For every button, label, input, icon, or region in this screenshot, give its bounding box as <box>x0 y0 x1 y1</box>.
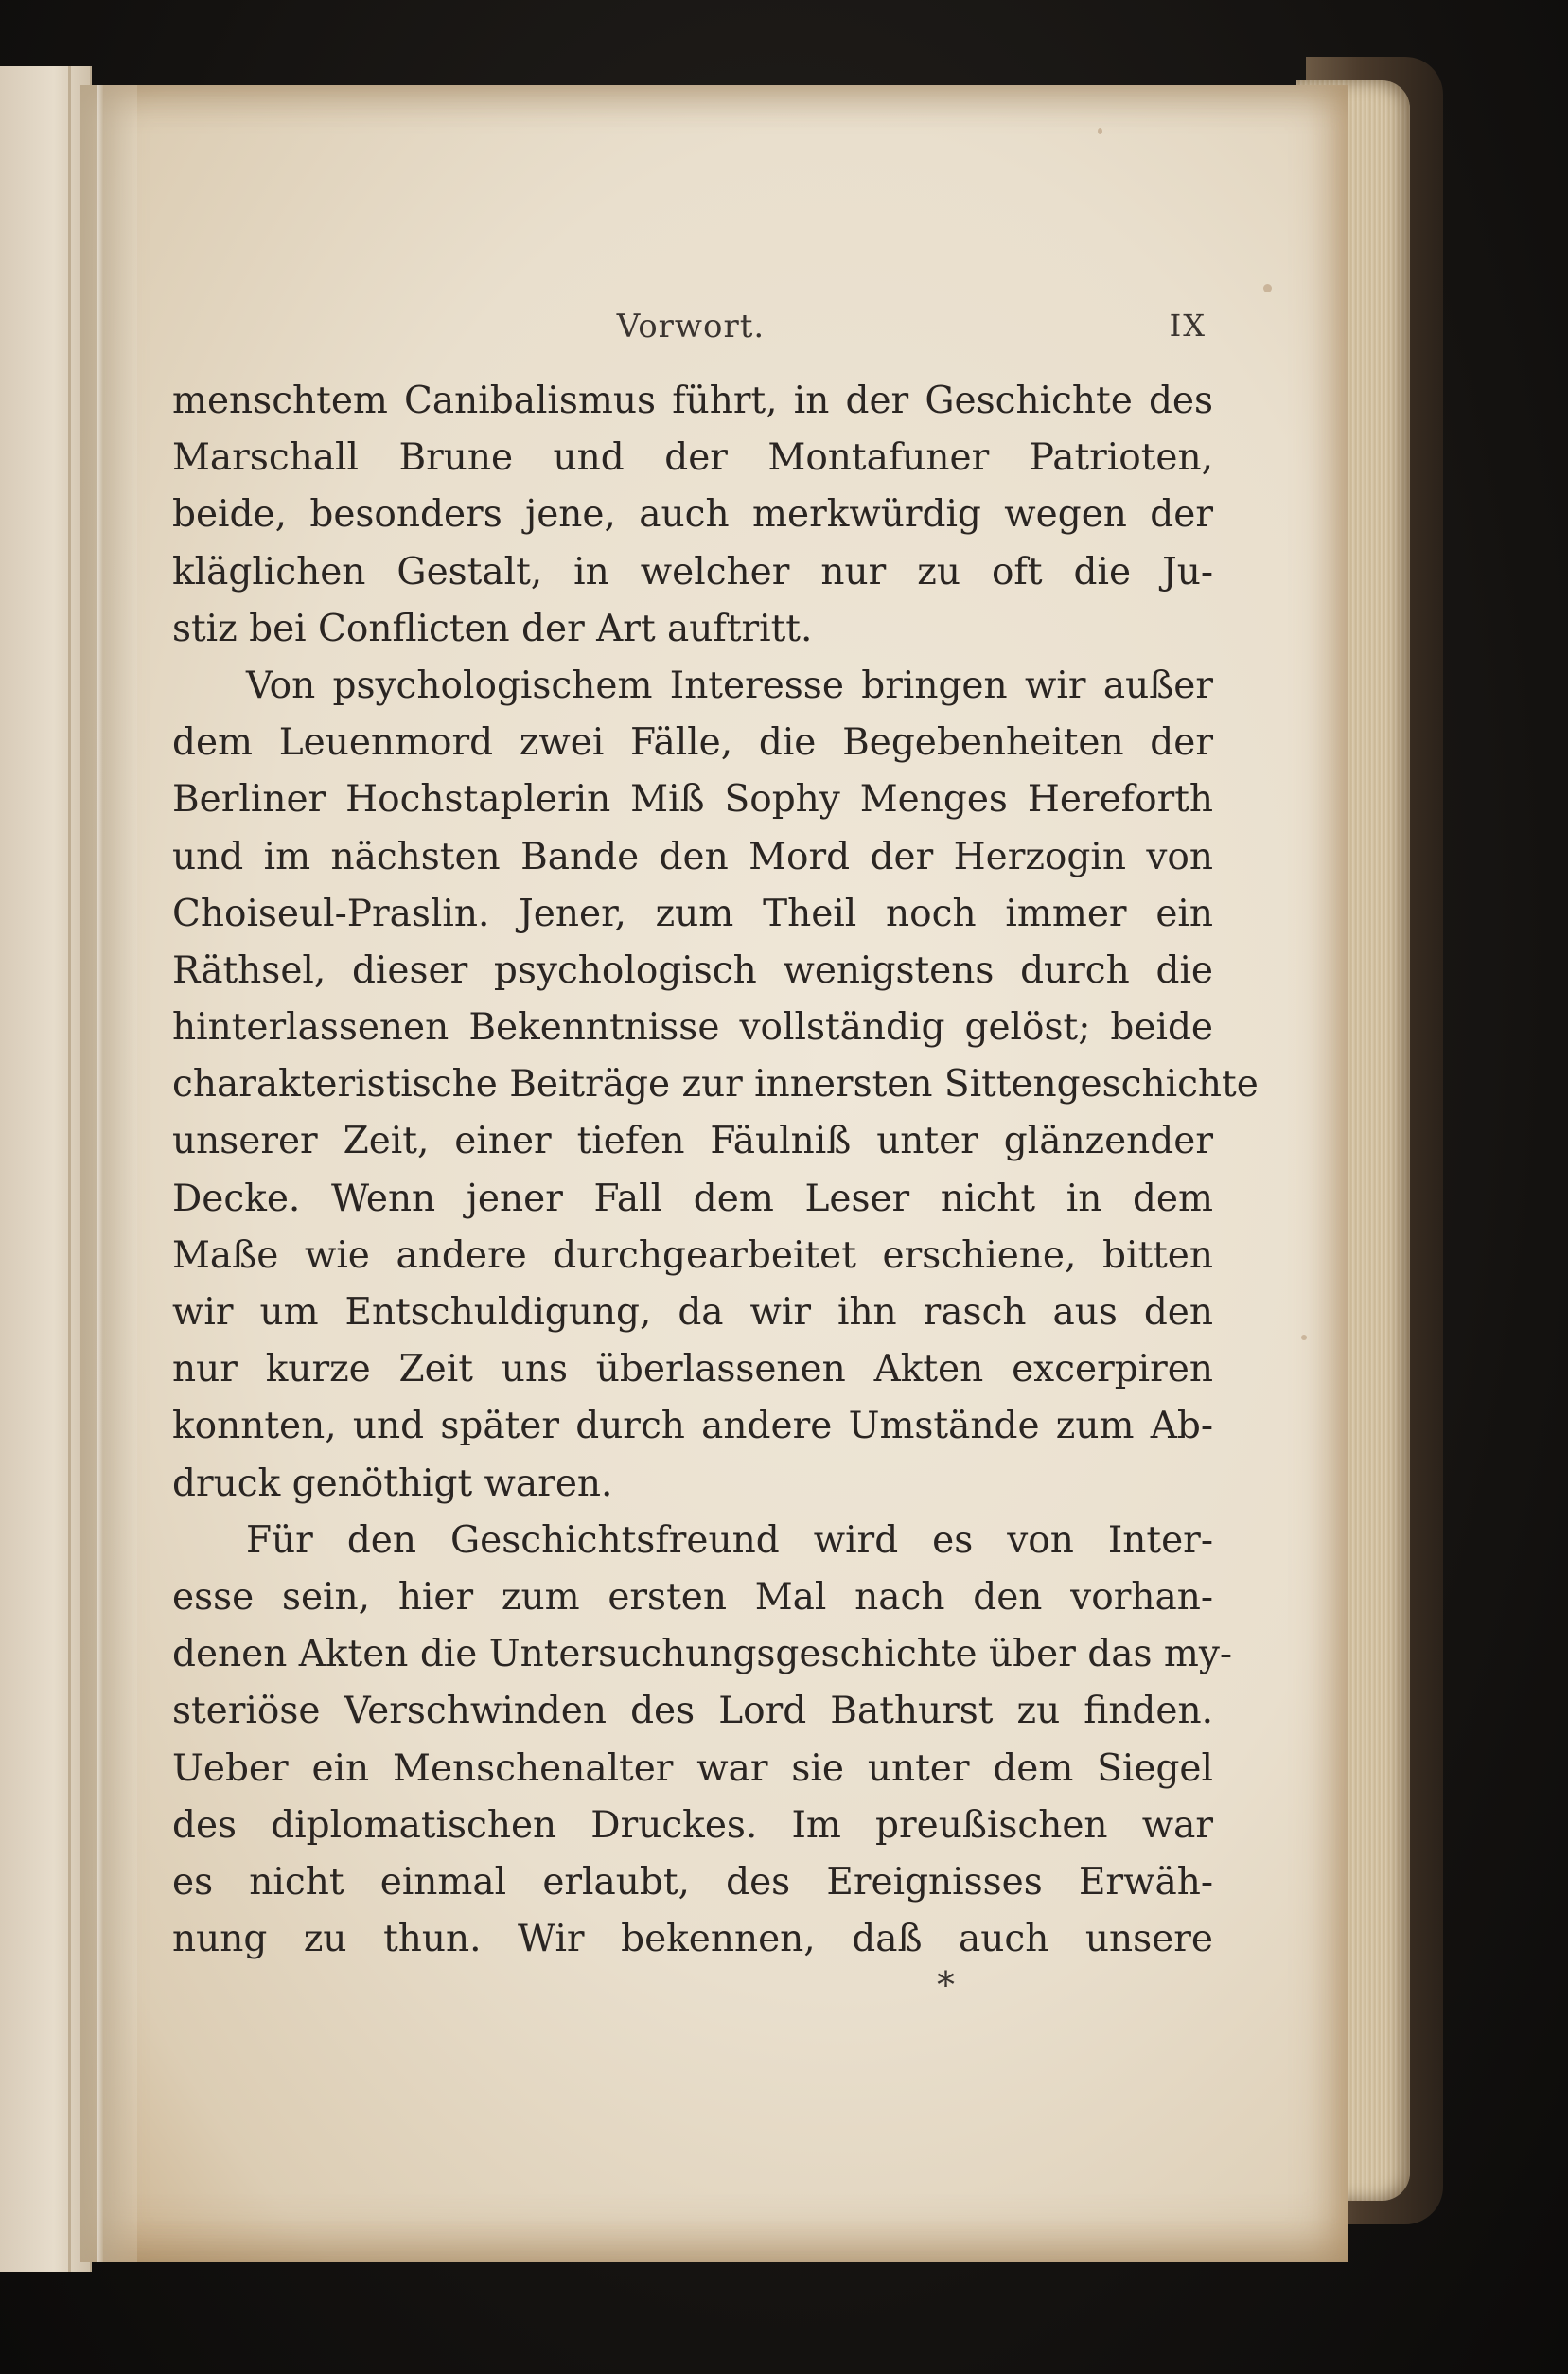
text-line: nur kurze Zeit uns überlassenen Akten excerpiren <box>172 1348 1213 1391</box>
signature-mark: * <box>937 1964 955 2006</box>
book-page <box>80 85 1348 2262</box>
text-line: kläglichen Gestalt, in welcher nur zu oft die Ju- <box>172 550 1213 594</box>
text-line: nung zu thun. Wir bekennen, daß auch unsere <box>172 1918 1213 1961</box>
paper-speck <box>1301 1335 1307 1340</box>
text-line: Ueber ein Menschenalter war sie unter dem Siegel <box>172 1746 1213 1790</box>
text-line: esse sein, hier zum ersten Mal nach den vorhan- <box>172 1575 1213 1619</box>
text-line: steriöse Verschwinden des Lord Bathurst zu finden. <box>172 1690 1213 1733</box>
paper-speck <box>1263 284 1272 292</box>
text-line: stiz bei Conflicten der Art auftritt. <box>172 607 813 650</box>
text-line: charakteristische Beiträge zur innersten Sittengeschichte <box>172 1063 1259 1107</box>
page-header <box>175 308 1207 355</box>
running-head: Vorwort. <box>616 308 766 345</box>
text-line: wir um Entschuldigung, da wir ihn rasch aus den <box>172 1291 1213 1334</box>
text-line: menschtem Canibalismus führt, in der Geschichte des <box>172 380 1213 422</box>
text-line: Berliner Hochstaplerin Miß Sophy Menges Hereforth <box>172 778 1213 822</box>
text-line: Choiseul-Praslin. Jener, zum Theil noch immer ein <box>172 892 1213 935</box>
text-line: druck genöthigt waren. <box>172 1462 613 1505</box>
text-line: Maße wie andere durchgearbeitet erschiene, bitten <box>172 1233 1213 1277</box>
paper-speck <box>1098 128 1102 134</box>
text-line: des diplomatischen Druckes. Im preußischen war <box>172 1803 1213 1847</box>
text-line: Für den Geschichtsfreund wird es von Inter- <box>246 1518 1213 1562</box>
text-line: Räthsel, dieser psychologisch wenigstens durch die <box>172 948 1213 992</box>
page-gutter <box>80 85 137 2262</box>
facing-page-edge <box>0 66 92 2272</box>
text-line: hinterlassenen Bekenntnisse vollständig gelöst; beide <box>172 1006 1213 1050</box>
text-line: denen Akten die Untersuchungsgeschichte über das my- <box>172 1633 1233 1676</box>
text-line: Decke. Wenn jener Fall dem Leser nicht in dem <box>172 1177 1213 1220</box>
text-line: beide, besonders jene, auch merkwürdig wegen der <box>172 493 1213 537</box>
text-line: Von psychologischem Interesse bringen wir außer <box>246 664 1213 707</box>
text-line: dem Leuenmord zwei Fälle, die Begebenheiten der <box>172 721 1213 765</box>
body-text <box>172 373 1259 1968</box>
text-line: und im nächsten Bande den Mord der Herzogin von <box>172 835 1213 878</box>
text-line: konnten, und später durch andere Umstände zum Ab- <box>172 1405 1213 1448</box>
text-line: es nicht einmal erlaubt, des Ereignisses Erwäh- <box>172 1860 1213 1904</box>
page-number: IX <box>1169 308 1207 344</box>
text-line: unserer Zeit, einer tiefen Fäulniß unter glänzender <box>172 1120 1213 1163</box>
text-line: Marschall Brune und der Montafuner Patrioten, <box>172 436 1213 480</box>
